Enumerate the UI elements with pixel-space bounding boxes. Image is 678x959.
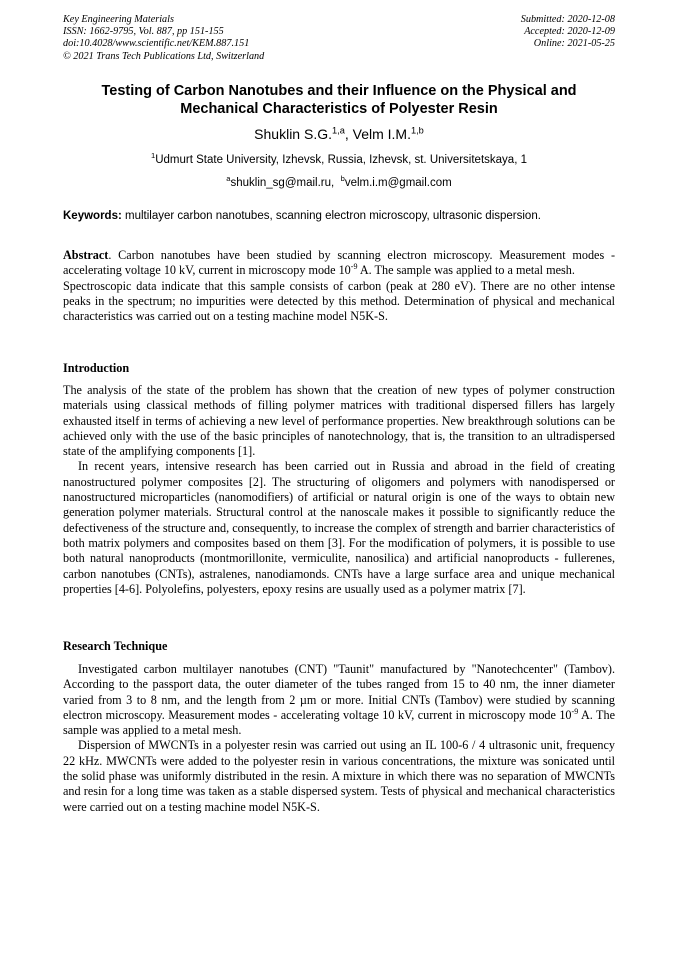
email-mark: a bbox=[226, 174, 231, 184]
affiliation-mark: 1 bbox=[151, 151, 156, 161]
section-heading-introduction: Introduction bbox=[63, 361, 130, 375]
research-body bbox=[63, 662, 615, 815]
paragraph: The analysis of the state of the problem has shown that the creation of new types of polymer construction materials using classical methods of filling polymer matrices with traditional dispersed fillers has largely exhausted itself in terms of achieving a new level of performance properties. New breakthrough solutions can be achieved only with the use of the basic principles of nanotechnology, that is, the transition to an ultradispersed state of the amplifying components [1]. bbox=[63, 383, 615, 459]
abstract bbox=[63, 248, 615, 324]
section-heading-research-technique: Research Technique bbox=[63, 639, 168, 653]
journal-copyright: © 2021 Trans Tech Publications Ltd, Switzerland bbox=[63, 50, 265, 62]
email-link[interactable]: shuklin_sg@mail.ru bbox=[230, 177, 332, 189]
author-list bbox=[63, 125, 615, 143]
paper-title: Testing of Carbon Nanotubes and their Influence on the Physical and Mechanical Characteristics of Polyester Resin bbox=[101, 83, 577, 117]
paragraph: In recent years, intensive research has been carried out in Russia and abroad in the field of creating nanostructured polymer composites [2]. The structuring of oligomers and polymers with nanodispersed or nanostructured microparticles (nanomodifiers) of artificial or natural origin is one of the ways to obtain new generation polymer materials. Structural control at the nanoscale makes it possible to significantly reduce the defectiveness of the structure and, consequently, to increase the complex of strength and barrier characteristics of both matrix polymers and composites based on them [3]. For the modification of polymers, it is possible to use both natural nanoproducts (montmorillonite, vermiculite, nanosilica) and artificial nanoproducts - fullerenes, carbon nanotubes (CNTs), astralenes, nanodiamonds. CNTs have a large surface area and unique mechanical properties [4-6]. Polyolefins, polyesters, epoxy resins are usually used as a polymer matrix [7]. bbox=[63, 459, 615, 596]
abstract-text: A. The sample was applied to a metal mesh. bbox=[357, 263, 575, 278]
abstract-paragraph: Spectroscopic data indicate that this sample consists of carbon (peak at 280 eV). There are no other intense peaks in the spectrum; no impurities were detected by this method. Determination of physical and mechanical characteristics was carried out on a testing machine model N5K-S. bbox=[63, 278, 615, 324]
email-separator: , bbox=[331, 177, 341, 189]
abstract-paragraph bbox=[63, 248, 615, 279]
email-mark: b bbox=[340, 174, 345, 184]
author-emails bbox=[63, 176, 615, 190]
paragraph-text: A. The sample was applied to a metal mesh. bbox=[63, 707, 615, 738]
date-accepted: Accepted: 2020-12-09 bbox=[524, 26, 615, 38]
author-affil-mark: 1,a bbox=[332, 125, 345, 136]
date-online: Online: 2021-05-25 bbox=[533, 38, 615, 50]
paragraph-text: Investigated carbon multilayer nanotubes (CNT) "Taunit" manufactured by "Nanotechcenter" (Tambov). According to the passport data, the outer diameter of the tubes ranged from 15 to 40 nm, the inner diameter varied from 3 to 8 nm, and the length from 2 µm or more. Initial CNTs (Tambov) were studied by scanning electron microscopy. Measurement modes - accelerating voltage 10 kV, current in microscopy mode 10 bbox=[63, 662, 615, 722]
journal-name: Key Engineering Materials bbox=[63, 14, 174, 25]
journal-doi: doi:10.4028/www.scientific.net/KEM.887.151 bbox=[63, 38, 250, 50]
author-name: Velm I.M. bbox=[352, 126, 411, 142]
abstract-text: . Carbon nanotubes have been studied by scanning electron microscopy. Measurement modes - accelerating voltage 10 kV, current in microscopy mode 10 bbox=[63, 248, 615, 278]
paragraph bbox=[63, 662, 615, 738]
keywords bbox=[63, 209, 615, 223]
paragraph: Dispersion of MWCNTs in a polyester resin was carried out using an IL 100-6 / 4 ultrasonic unit, frequency 22 kHz. MWCNTs were added to the polyester resin in various concentrations, the mixture was sonicated until the solid phase was uniformly distributed in the resin. A mixture in which there was no separation of MWCNTs and resin for a long time was taken as a stable dispersed system. Tests of physical and mechanical characteristics were carried out on a testing machine model N5K-S. bbox=[63, 738, 615, 814]
author-name: Shuklin S.G. bbox=[254, 126, 332, 142]
journal-info bbox=[63, 14, 264, 63]
keywords-label: Keywords: bbox=[63, 210, 122, 222]
abstract-label: Abstract bbox=[63, 248, 109, 262]
author-affil-mark: 1,b bbox=[410, 125, 424, 136]
keywords-text: multilayer carbon nanotubes, scanning electron microscopy, ultrasonic dispersion. bbox=[121, 210, 541, 222]
affiliation-text: Udmurt State University, Izhevsk, Russia, Izhevsk, st. Universitetskaya, 1 bbox=[155, 154, 527, 166]
email-link[interactable]: velm.i.m@gmail.com bbox=[344, 177, 452, 189]
introduction-body bbox=[63, 383, 615, 597]
exponent: -9 bbox=[571, 706, 579, 716]
journal-issn: ISSN: 1662-9795, Vol. 887, pp 151-155 bbox=[63, 26, 224, 38]
exponent: -9 bbox=[350, 262, 358, 272]
date-submitted: Submitted: 2020-12-08 bbox=[520, 14, 615, 25]
author-separator: , bbox=[344, 126, 353, 142]
affiliation bbox=[63, 153, 615, 167]
publication-dates bbox=[521, 14, 615, 51]
